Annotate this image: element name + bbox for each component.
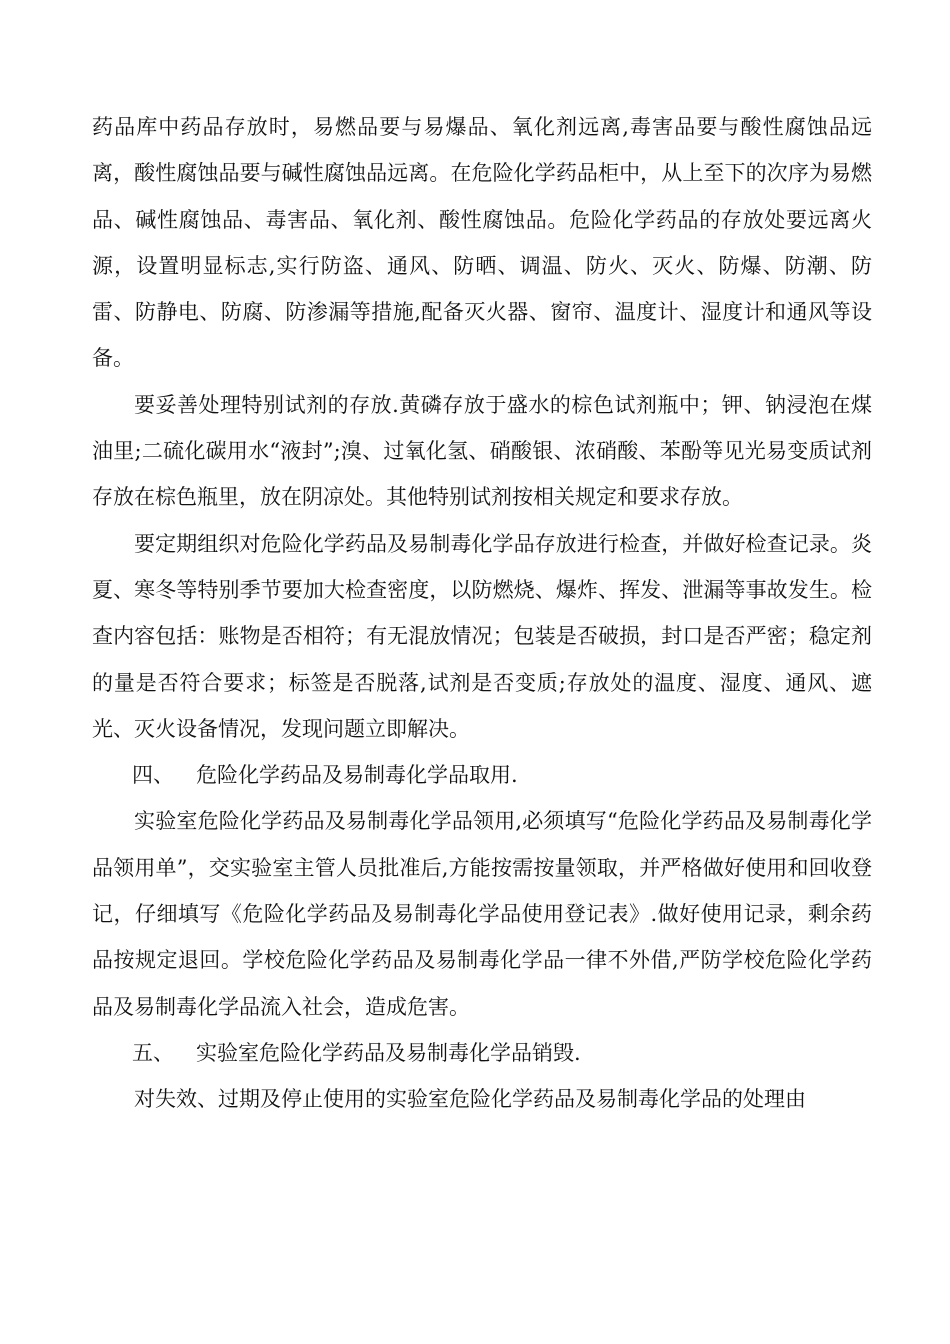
- section-number-4: 四、: [132, 763, 174, 788]
- paragraph-special-reagents: 要妥善处理特别试剂的存放.黄磷存放于盛水的棕色试剂瓶中；钾、钠浸泡在煤油里;二硫化碳用水“液封”;溴、过氧化氢、硝酸银、浓硝酸、苯酚等见光易变质试剂存放在棕色瓶里，放在阴凉处。其他特别试剂按相关规定和要求存放。: [92, 392, 872, 510]
- section-heading-5: [92, 1030, 872, 1076]
- section-title-4: 危险化学药品及易制毒化学品取用.: [196, 763, 518, 788]
- paragraph-disposal: 对失效、过期及停止使用的实验室危险化学药品及易制毒化学品的处理由: [134, 1087, 806, 1112]
- paragraph-usage: 实验室危险化学药品及易制毒化学品领用,必须填写“危险化学药品及易制毒化学品领用单”，交实验室主管人员批准后,方能按需按量领取，并严格做好使用和回收登记，仔细填写《危险化学药品及易制毒化学品使用登记表》.做好使用记录，剩余药品按规定退回。学校危险化学药品及易制毒化学品一律不外借,严防学校危险化学药品及易制毒化学品流入社会，造成危害。: [92, 809, 872, 1019]
- section-title-5: 实验室危险化学药品及易制毒化学品销毁.: [196, 1040, 581, 1065]
- paragraph-storage-rules: 药品库中药品存放时，易燃品要与易爆品、氧化剂远离,毒害品要与酸性腐蚀品远离，酸性腐蚀品要与碱性腐蚀品远离。在危险化学药品柜中，从上至下的次序为易燃品、碱性腐蚀品、毒害品、氧化剂、酸性腐蚀品。危险化学药品的存放处要远离火源，设置明显标志,实行防盗、通风、防晒、调温、防火、灭火、防爆、防潮、防雷、防静电、防腐、防渗漏等措施,配备灭火器、窗帘、温度计、湿度计和通风等设备。: [92, 115, 872, 371]
- section-heading-4: [92, 752, 872, 798]
- document-body: [92, 104, 872, 1123]
- section-number-5: 五、: [132, 1040, 174, 1065]
- paragraph-inspection: 要定期组织对危险化学药品及易制毒化学品存放进行检查，并做好检查记录。炎夏、寒冬等特别季节要加大检查密度，以防燃烧、爆炸、挥发、泄漏等事故发生。检查内容包括：账物是否相符；有无混放情况；包装是否破损，封口是否严密；稳定剂的量是否符合要求；标签是否脱落,试剂是否变质;存放处的温度、湿度、通风、遮光、灭火设备情况，发现问题立即解决。: [92, 531, 872, 741]
